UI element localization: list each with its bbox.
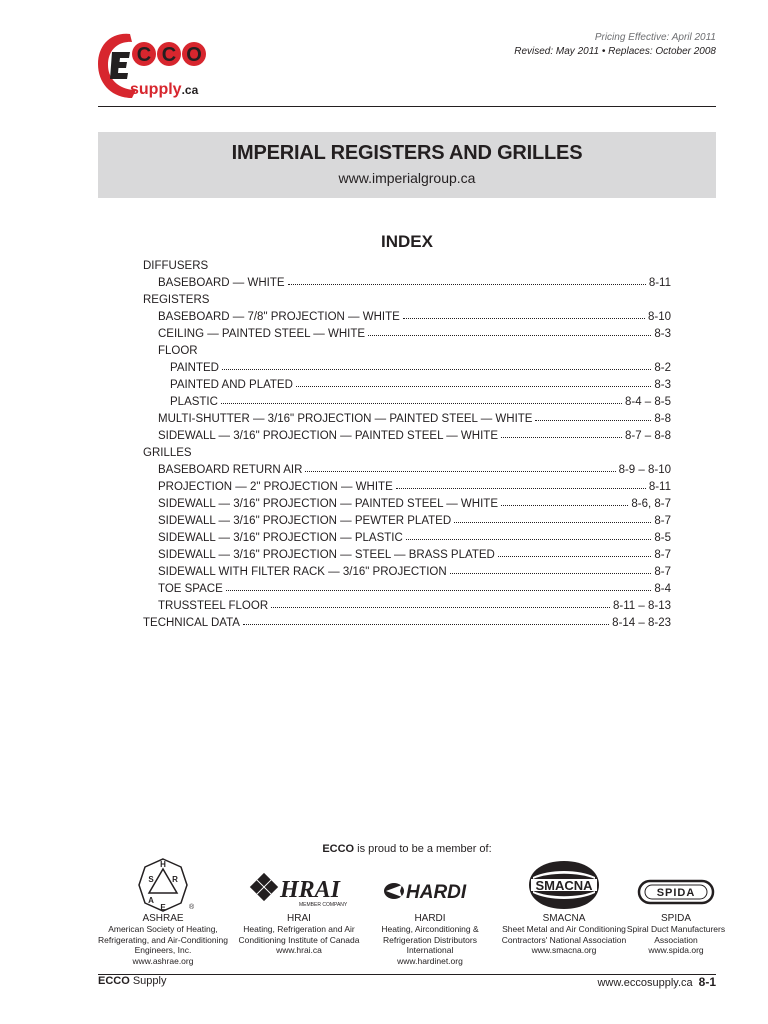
svg-text:C: C	[136, 44, 152, 66]
index-section-heading	[143, 445, 671, 462]
ashrae-logo-letter: R	[172, 875, 178, 884]
dot-leader	[450, 572, 652, 574]
association-spida	[606, 855, 746, 956]
ashrae-logo	[93, 855, 233, 913]
association-description: Heating, Airconditioning & Refrigeration Distributors International	[381, 924, 479, 955]
index-entry	[143, 513, 671, 530]
manufacturer-url: www.imperialgroup.ca	[338, 170, 476, 186]
dot-leader	[403, 317, 645, 319]
index-entry-page: 8-4 – 8-5	[624, 396, 671, 408]
index-entry-page: 8-7	[654, 566, 671, 578]
hrai-logo-tagline: MEMBER COMPANY	[299, 902, 348, 908]
index-entry-page: 8-7	[654, 515, 671, 527]
association-url: www.hardinet.org	[397, 955, 463, 966]
index-entry	[143, 462, 671, 479]
index-entry	[143, 428, 671, 445]
dot-leader	[535, 419, 651, 421]
spida-logo-text: SPIDA	[656, 887, 696, 899]
index-entry-label: TRUSSTEEL FLOOR	[158, 600, 269, 612]
association-hardi	[360, 855, 500, 966]
index-section-heading	[143, 292, 671, 309]
association-url: www.smacna.org	[531, 945, 597, 955]
index-entry-label: TOE SPACE	[158, 583, 223, 595]
index-entry	[143, 496, 671, 513]
revision-info: Revised: May 2011 • Replaces: October 2008	[514, 46, 716, 57]
index-section-heading	[143, 258, 671, 275]
index-entry	[143, 598, 671, 615]
index-entry-label: SIDEWALL WITH FILTER RACK — 3/16" PROJECTION	[158, 566, 447, 578]
index-entry-label: SIDEWALL — 3/16" PROJECTION — PEWTER PLATED	[158, 515, 452, 527]
association-name: HRAI	[287, 913, 311, 924]
index-entry	[143, 360, 671, 377]
index-entry-page: 8-4	[654, 583, 671, 595]
index-entry-page: 8-3	[654, 379, 671, 391]
membership-brand: ECCO	[322, 843, 355, 855]
svg-text:supply.ca: supply.ca	[130, 81, 199, 98]
index-entry-page: 8-2	[654, 362, 671, 374]
index-entry-page: 8-5	[654, 532, 671, 544]
index-entry	[143, 564, 671, 581]
page-number: 8-1	[698, 975, 716, 989]
footer-brand-rest: Supply	[129, 975, 167, 987]
index-entry-label: FLOOR	[158, 345, 198, 357]
index-title: INDEX	[381, 232, 433, 251]
index-entry-label: CEILING — PAINTED STEEL — WHITE	[158, 328, 366, 340]
association-name: SMACNA	[542, 913, 586, 924]
title-band	[98, 132, 716, 198]
ashrae-logo-letter: A	[148, 896, 154, 905]
index-entry-label: TECHNICAL DATA	[143, 617, 240, 629]
dot-leader	[305, 470, 615, 472]
dot-leader	[221, 402, 622, 404]
hrai-logo-text: HRAI	[280, 877, 341, 903]
dot-leader	[396, 487, 646, 489]
index-entry	[143, 326, 671, 343]
dot-leader	[243, 623, 609, 625]
index-entry-page: 8-11	[648, 481, 671, 493]
dot-leader	[296, 385, 651, 387]
index-entry	[143, 581, 671, 598]
dot-leader	[222, 368, 651, 370]
footer-url: www.eccosupply.ca	[597, 977, 693, 989]
footer-brand	[98, 975, 166, 987]
index-entry-page: 8-7	[654, 549, 671, 561]
index-entry-label: REGISTERS	[143, 294, 210, 306]
svg-text:O: O	[186, 44, 202, 66]
index-entry-page: 8-14 – 8-23	[612, 617, 671, 629]
index-entry	[143, 411, 671, 428]
index-entry-label: BASEBOARD — 7/8" PROJECTION — WHITE	[158, 311, 400, 323]
dot-leader	[454, 521, 651, 523]
svg-text:®: ®	[189, 904, 195, 911]
hardi-logo	[360, 855, 500, 913]
association-description: Spiral Duct Manufacturers Association	[626, 924, 726, 945]
index-entry-page: 8-11	[648, 277, 671, 289]
index-entry-label: PROJECTION — 2" PROJECTION — WHITE	[158, 481, 393, 493]
membership-text: is proud to be a member of:	[354, 843, 492, 855]
index-entry-page: 8-11 – 8-13	[613, 600, 671, 612]
index-entry-label: GRILLES	[143, 447, 192, 459]
index-entry-page: 8-8	[654, 413, 671, 425]
index-section-heading	[143, 343, 671, 360]
index-list	[143, 258, 671, 632]
dot-leader	[406, 538, 652, 540]
index-entry	[143, 309, 671, 326]
index-entry-label: SIDEWALL — 3/16" PROJECTION — PLASTIC	[158, 532, 403, 544]
index-entry-label: BASEBOARD RETURN AIR	[158, 464, 303, 476]
index-entry	[143, 530, 671, 547]
footer-right	[597, 975, 716, 989]
index-entry-label: SIDEWALL — 3/16" PROJECTION — PAINTED STEEL — WHITE	[158, 430, 498, 442]
association-url: www.ashrae.org	[132, 955, 194, 966]
dot-leader	[498, 555, 652, 557]
header-divider	[98, 106, 716, 107]
index-entry-label: SIDEWALL — 3/16" PROJECTION — STEEL — BRASS PLATED	[158, 549, 495, 561]
association-ashrae	[93, 855, 233, 966]
association-hrai	[229, 855, 369, 956]
dot-leader	[501, 504, 628, 506]
hardi-logo-text: HARDI	[406, 882, 467, 903]
association-url: www.hrai.ca	[276, 945, 322, 955]
smacna-logo-text: SMACNA	[535, 878, 593, 893]
index-entry-page: 8-7 – 8-8	[624, 430, 671, 442]
pricing-effective: Pricing Effective: April 2011	[594, 32, 716, 43]
dot-leader	[226, 589, 652, 591]
dot-leader	[501, 436, 622, 438]
spida-logo	[606, 855, 746, 913]
index-entry-label: DIFFUSERS	[143, 260, 209, 272]
association-name: ASHRAE	[142, 913, 184, 924]
index-entry	[143, 394, 671, 411]
index-entry-page: 8-10	[647, 311, 671, 323]
ashrae-logo-letter: E	[160, 903, 166, 912]
page-title: IMPERIAL REGISTERS AND GRILLES	[231, 142, 583, 164]
index-entry-page: 8-9 – 8-10	[618, 464, 671, 476]
index-entry	[143, 615, 671, 632]
pricing-info	[514, 31, 716, 59]
index-entry-label: BASEBOARD — WHITE	[158, 277, 285, 289]
membership-statement	[0, 843, 768, 855]
association-description: American Society of Heating, Refrigerating, and Air-Conditioning Engineers, Inc.	[98, 924, 228, 955]
index-entry	[143, 275, 671, 292]
index-entry	[143, 547, 671, 564]
association-description: Heating, Refrigeration and Air Conditioning Institute of Canada	[238, 924, 360, 945]
association-name: SPIDA	[660, 913, 691, 924]
index-entry-page: 8-6, 8-7	[631, 498, 671, 510]
index-entry	[143, 479, 671, 496]
index-entry-label: MULTI-SHUTTER — 3/16" PROJECTION — PAINTED STEEL — WHITE	[158, 413, 533, 425]
index-entry	[143, 377, 671, 394]
index-entry-page: 8-3	[654, 328, 671, 340]
footer-brand-bold: ECCO	[98, 975, 130, 987]
association-url: www.spida.org	[648, 945, 704, 955]
index-entry-label: SIDEWALL — 3/16" PROJECTION — PAINTED STEEL — WHITE	[158, 498, 498, 510]
svg-text:C: C	[161, 44, 177, 66]
ecco-supply-logo	[96, 28, 216, 102]
dot-leader	[368, 334, 651, 336]
index-entry-label: PAINTED	[170, 362, 219, 374]
hrai-logo	[229, 855, 369, 913]
ashrae-logo-letter: H	[160, 860, 166, 869]
association-description: Sheet Metal and Air Conditioning Contractors' National Association	[501, 924, 627, 945]
ashrae-logo-letter: S	[148, 875, 154, 884]
index-entry-label: PAINTED AND PLATED	[170, 379, 293, 391]
dot-leader	[288, 283, 646, 285]
index-entry-label: PLASTIC	[170, 396, 218, 408]
dot-leader	[271, 606, 610, 608]
association-name: HARDI	[414, 913, 446, 924]
